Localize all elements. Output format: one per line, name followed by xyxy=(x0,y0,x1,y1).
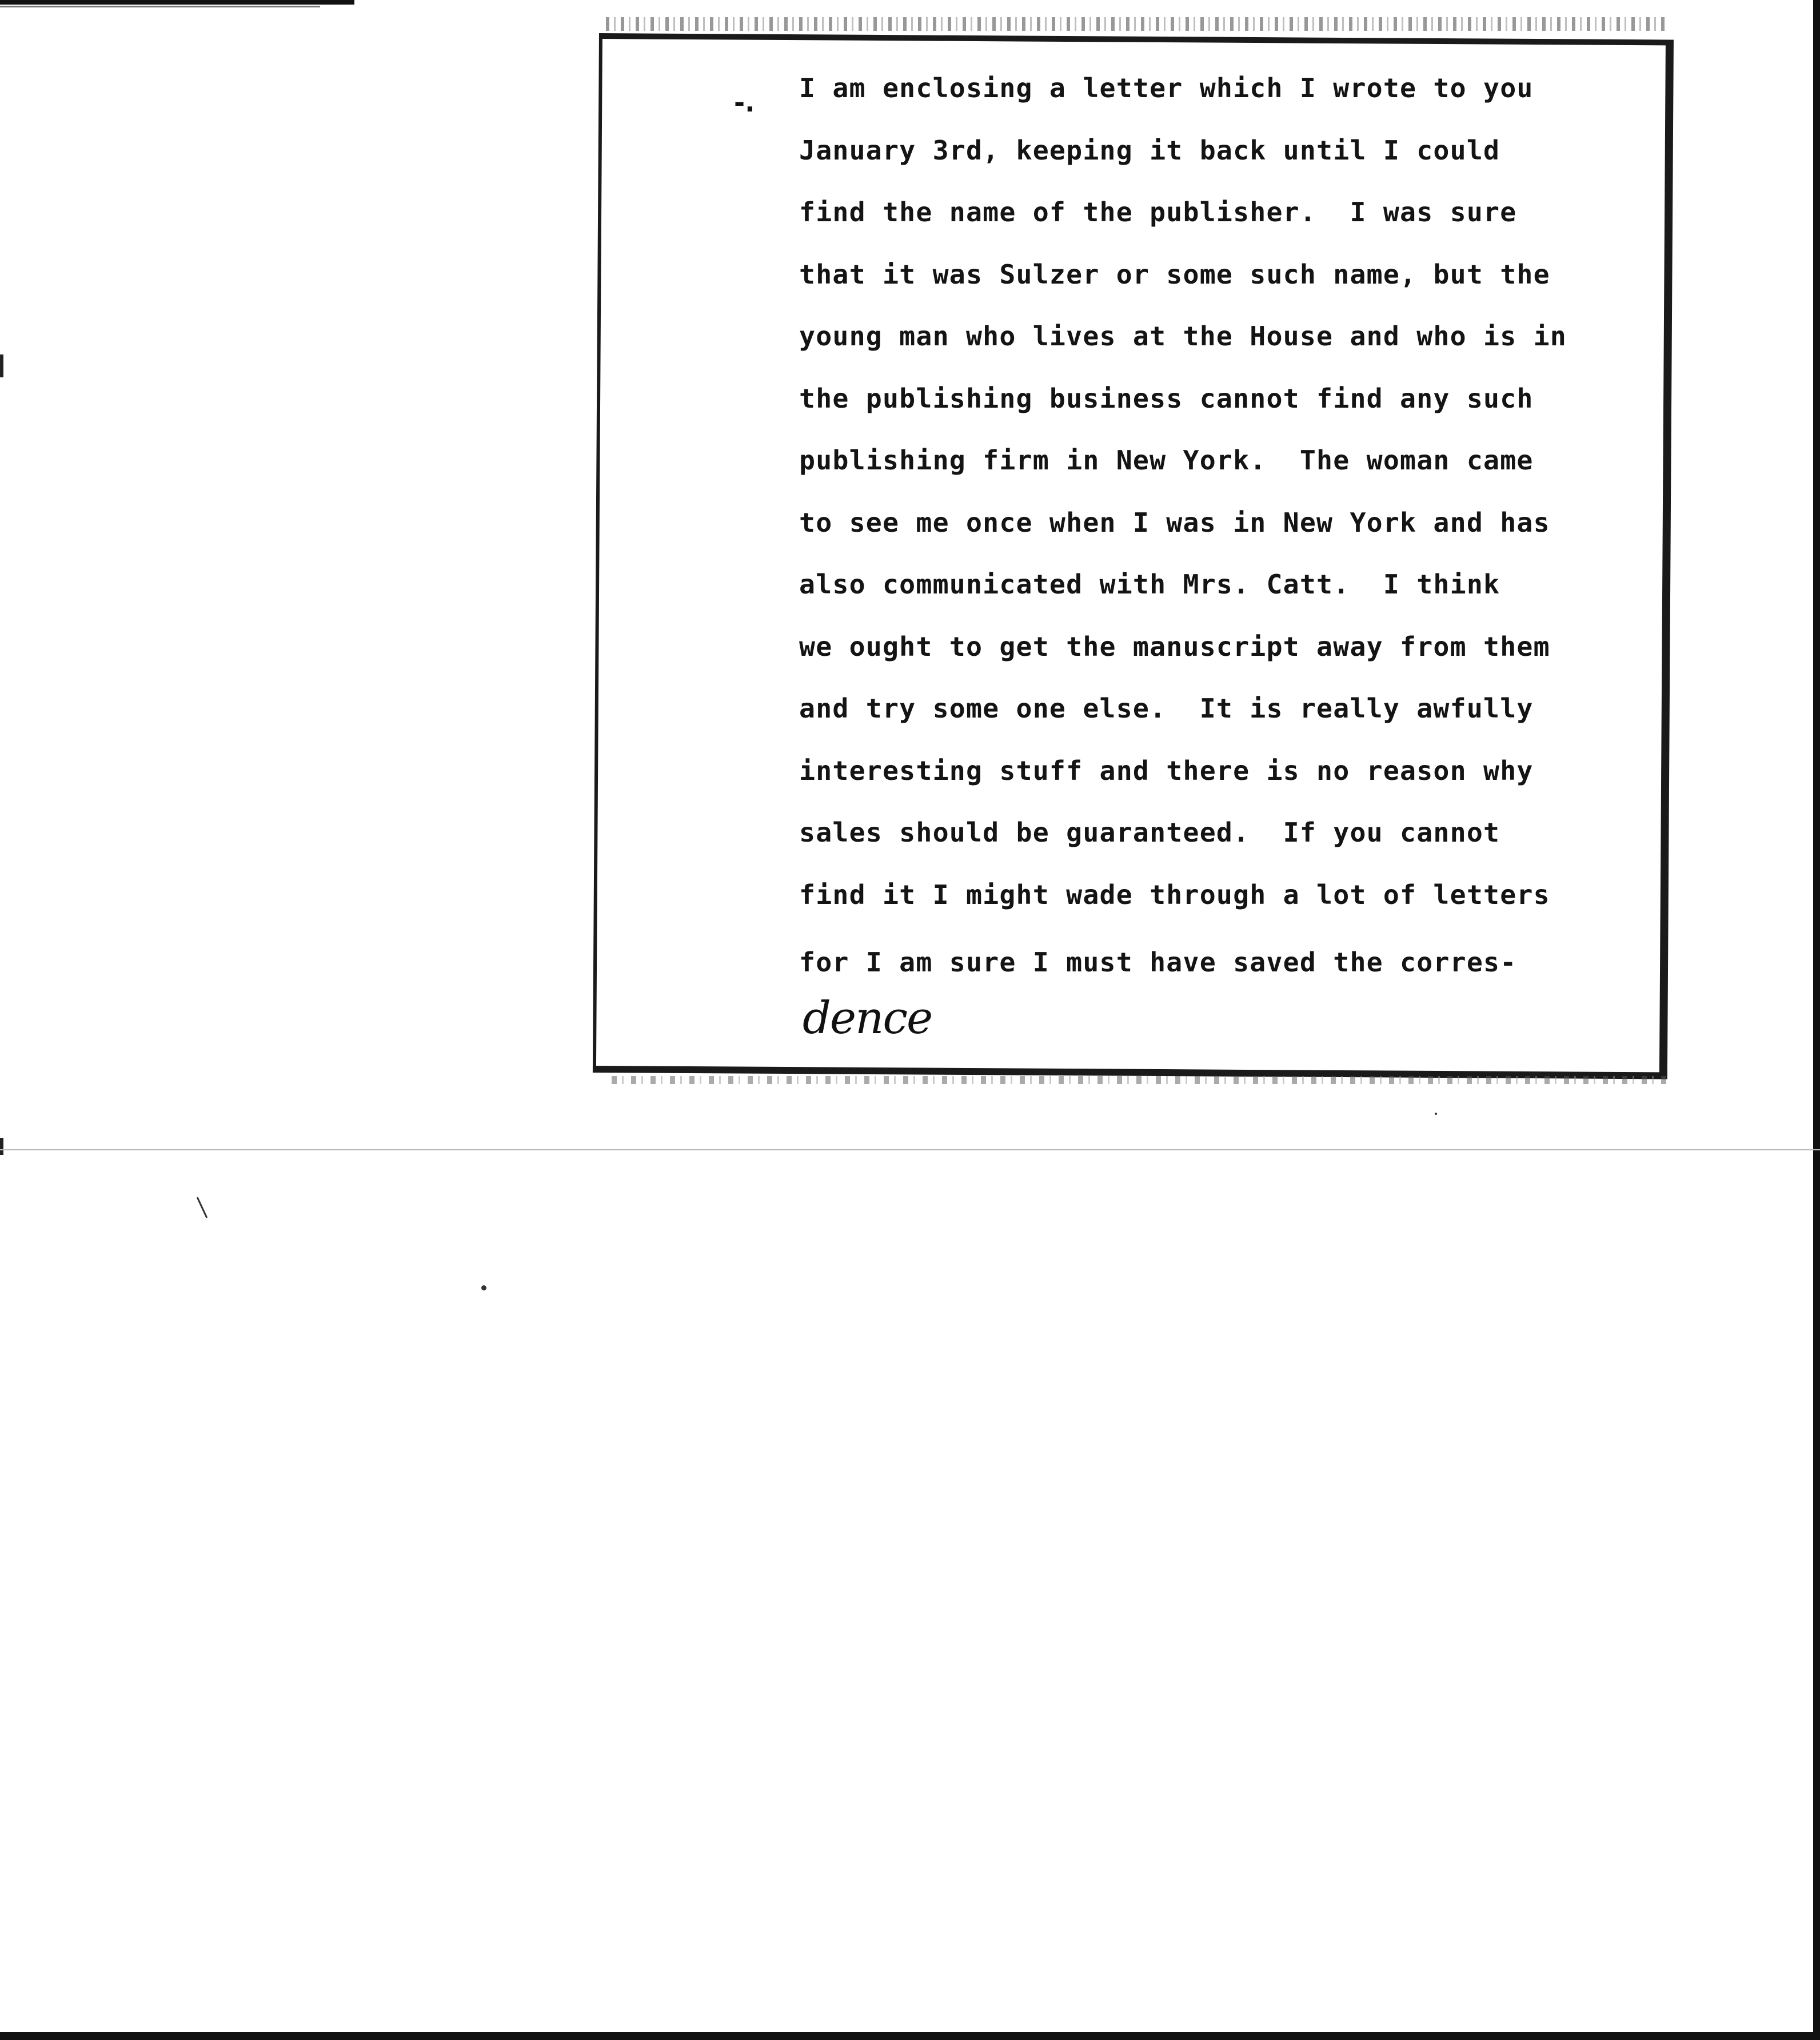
clipping-top-edge xyxy=(606,17,1669,31)
scan-edge-top-shadow xyxy=(0,6,320,7)
typed-line: January 3rd, keeping it back until I could xyxy=(799,134,1500,166)
typed-line: to see me once when I was in New York and has xyxy=(799,507,1550,538)
scan-edge-bottom xyxy=(0,2032,1820,2040)
scan-edge-left-mark xyxy=(0,1138,3,1155)
scan-speck xyxy=(481,1285,486,1290)
scan-edge-top xyxy=(0,0,354,5)
typed-line: that it was Sulzer or some such name, but the xyxy=(799,258,1550,290)
typed-letter-body xyxy=(799,57,1657,994)
typed-line: also communicated with Mrs. Catt. I think xyxy=(799,569,1500,600)
scan-scratch xyxy=(197,1197,208,1218)
typed-line: and try some one else. It is really awfully xyxy=(799,693,1534,724)
typed-line: publishing firm in New York. The woman came xyxy=(799,445,1534,476)
typed-line: young man who lives at the House and who is in xyxy=(799,321,1567,352)
scan-speck xyxy=(1435,1113,1437,1115)
clipping-bottom-edge xyxy=(612,1076,1669,1084)
typed-line: interesting stuff and there is no reason why xyxy=(799,755,1534,786)
typed-line: I am enclosing a letter which I wrote to you xyxy=(799,73,1534,103)
scan-edge-right xyxy=(1813,0,1820,2040)
typed-line: find the name of the publisher. I was sure xyxy=(799,197,1517,228)
typed-line: we ought to get the manuscript away from them xyxy=(799,631,1550,662)
margin-mark: -. xyxy=(734,87,755,118)
typed-line: find it I might wade through a lot of letters xyxy=(799,879,1550,910)
page-fold-line xyxy=(0,1149,1820,1150)
typed-line: the publishing business cannot find any such xyxy=(799,382,1534,414)
typed-line: for I am sure I must have saved the corres- xyxy=(799,947,1517,978)
typed-line: sales should be guaranteed. If you cannot xyxy=(799,817,1500,848)
handwritten-continuation: dence xyxy=(803,993,932,1044)
scan-edge-left-mark xyxy=(0,354,3,377)
